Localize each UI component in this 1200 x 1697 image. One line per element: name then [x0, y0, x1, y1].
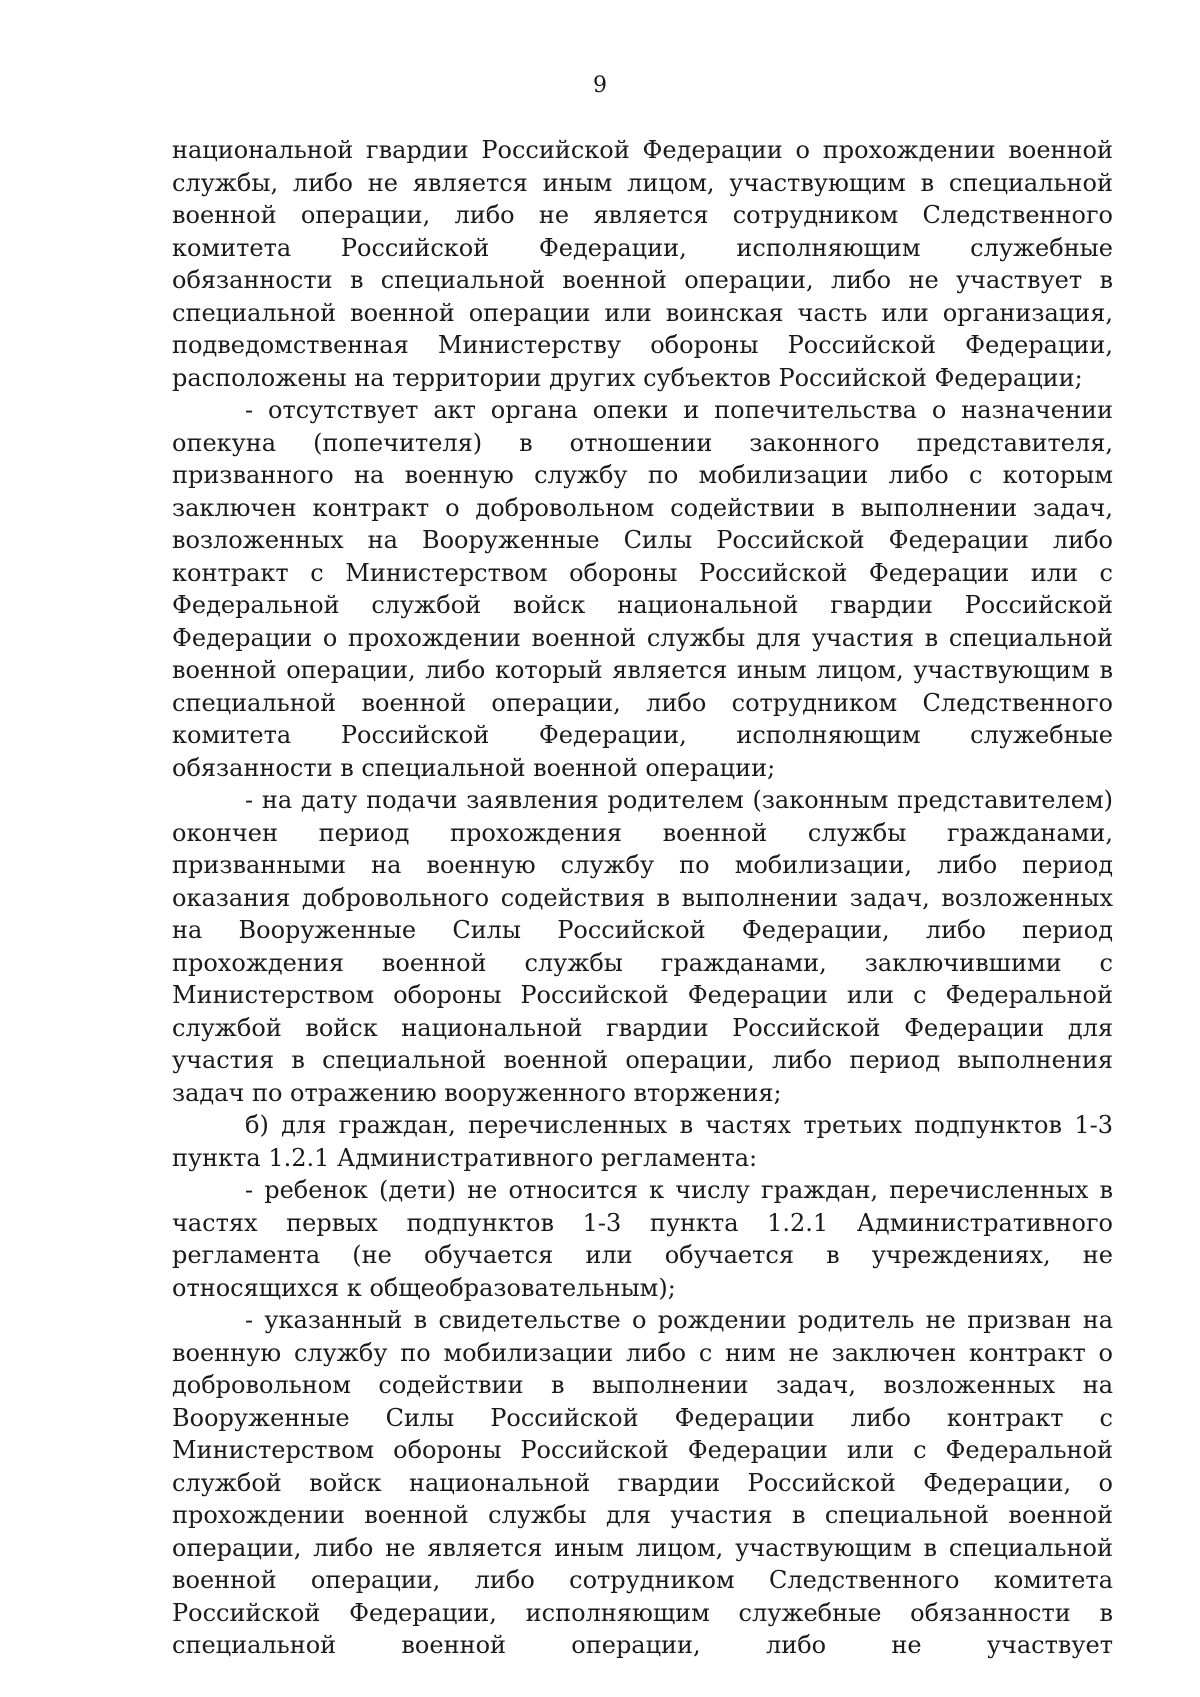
document-body — [172, 134, 1113, 1662]
paragraph: б) для граждан, перечисленных в частях третьих подпунктов 1-3 пункта 1.2.1 Административного регламента: — [172, 1111, 1113, 1172]
paragraph: национальной гвардии Российской Федерации о прохождении военной службы, либо не является иным лицом, участвующим в специальной военной операции, либо не является сотрудником Следственного комитета Российской Федерации, исполняющим служебные обязанности в специальной военной операции, либо не участвует в специальной военной операции или воинская часть или организация, подведомственная Министерству обороны Российской Федерации, расположены на территории других субъектов Российской Федерации; — [172, 136, 1113, 392]
paragraph: - ребенок (дети) не относится к числу граждан, перечисленных в частях первых подпунктов 1-3 пункта 1.2.1 Административного регламента (не обучается или обучается в учреждениях, не относящихся к общеобразовательным); — [172, 1176, 1113, 1302]
paragraph: - на дату подачи заявления родителем (законным представителем) окончен период прохождения военной службы гражданами, призванными на военную службу по мобилизации, либо период оказания добровольного содействия в выполнении задач, возложенных на Вооруженные Силы Российской Федерации, либо период прохождения военной службы гражданами, заключившими с Министерством обороны Российской Федерации или с Федеральной службой войск национальной гвардии Российской Федерации для участия в специальной военной операции, либо период выполнения задач по отражению вооруженного вторжения; — [172, 786, 1113, 1107]
paragraph: - указанный в свидетельстве о рождении родитель не призван на военную службу по мобилизации либо с ним не заключен контракт о добровольном содействии в выполнении задач, возложенных на Вооруженные Силы Российской Федерации либо контракт с Министерством обороны Российской Федерации или с Федеральной службой войск национальной гвардии Российской Федерации, о прохождении военной службы для участия в специальной военной операции, либо не является иным лицом, участвующим в специальной военной операции, либо сотрудником Следственного комитета Российской Федерации, исполняющим служебные обязанности в специальной военной операции, либо не участвует — [172, 1306, 1113, 1659]
page-number: 9 — [593, 73, 607, 98]
paragraph: - отсутствует акт органа опеки и попечительства о назначении опекуна (попечителя) в отношении законного представителя, призванного на военную службу по мобилизации либо с которым заключен контракт о добровольном содействии в выполнении задач, возложенных на Вооруженные Силы Российской Федерации либо контракт с Министерством обороны Российской Федерации или с Федеральной службой войск национальной гвардии Российской Федерации о прохождении военной службы для участия в специальной военной операции, либо который является иным лицом, участвующим в специальной военной операции, либо сотрудником Следственного комитета Российской Федерации, исполняющим служебные обязанности в специальной военной операции; — [172, 396, 1113, 782]
